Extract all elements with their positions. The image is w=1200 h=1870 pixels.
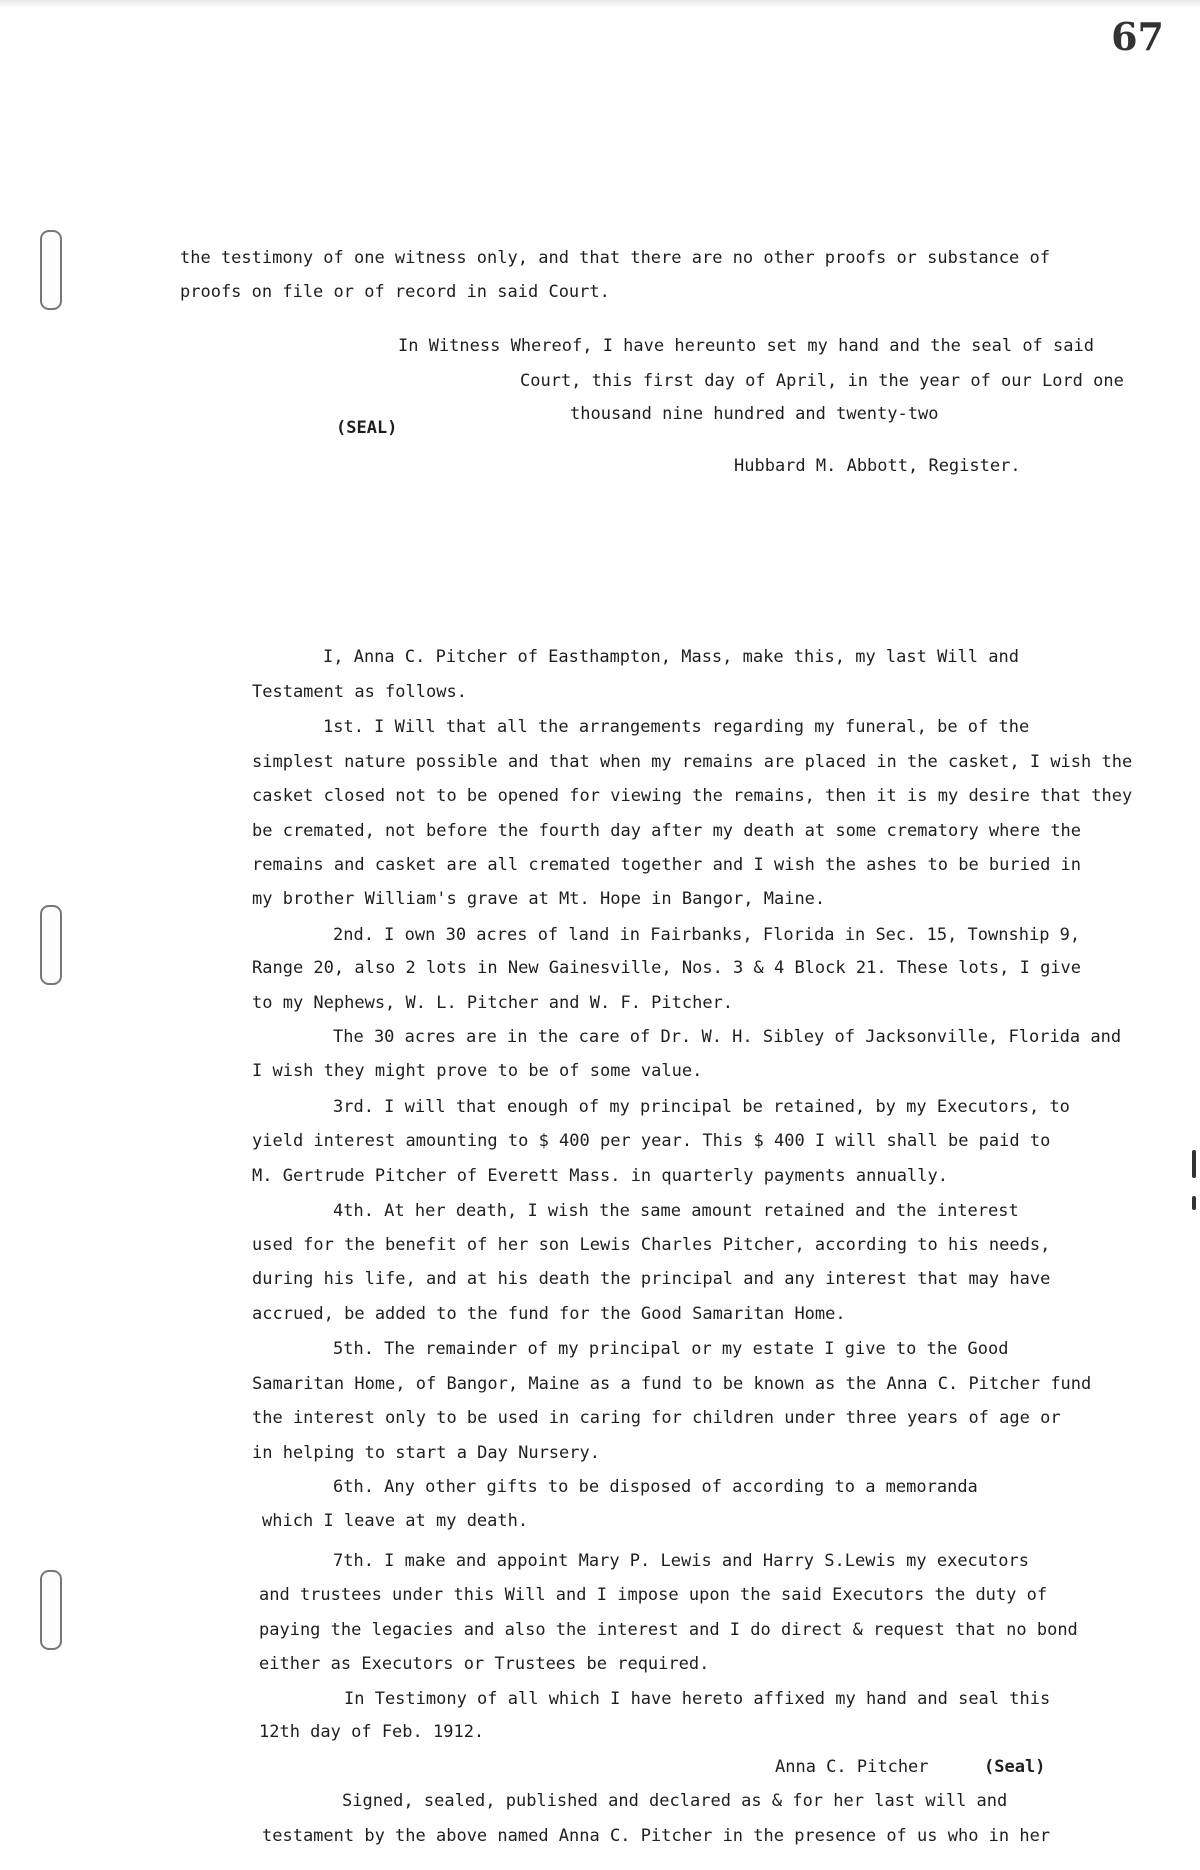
will-line: remains and casket are all cremated together and I wish the ashes to be buried in (252, 855, 1082, 875)
will-line: 6th. Any other gifts to be disposed of according to a memoranda (333, 1477, 978, 1497)
will-line: used for the benefit of her son Lewis Charles Pitcher, according to his needs, (252, 1235, 1051, 1255)
margin-mark (1192, 1196, 1196, 1210)
will-line: 1st. I Will that all the arrangements regarding my funeral, be of the (323, 717, 1030, 737)
will-line: Testament as follows. (252, 682, 467, 702)
certificate-line: the testimony of one witness only, and that there are no other proofs or substance of (180, 248, 1050, 268)
will-line: 7th. I make and appoint Mary P. Lewis and Harry S.Lewis my executors (333, 1551, 1029, 1571)
certificate-line: In Witness Whereof, I have hereunto set my hand and the seal of said (398, 336, 1094, 356)
will-line: either as Executors or Trustees be required. (259, 1654, 710, 1674)
will-line: 2nd. I own 30 acres of land in Fairbanks, Florida in Sec. 15, Township 9, (333, 925, 1081, 945)
punch-hole (40, 230, 62, 310)
certificate-line: proofs on file or of record in said Court. (180, 282, 610, 302)
attestation-line: Signed, sealed, published and declared as & for her last will and (342, 1791, 1008, 1811)
will-line: Samaritan Home, of Bangor, Maine as a fund to be known as the Anna C. Pitcher fund (252, 1374, 1092, 1394)
will-line: in helping to start a Day Nursery. (252, 1443, 600, 1463)
margin-mark (1192, 1150, 1196, 1178)
will-line: accrued, be added to the fund for the Good Samaritan Home. (252, 1304, 846, 1324)
will-line: my brother William's grave at Mt. Hope in Bangor, Maine. (252, 889, 826, 909)
page-number: 67 (1111, 14, 1164, 59)
will-line: to my Nephews, W. L. Pitcher and W. F. Pitcher. (252, 993, 734, 1013)
page-top-edge (0, 0, 1200, 8)
will-line: I wish they might prove to be of some value. (252, 1061, 703, 1081)
seal-label: (SEAL) (336, 418, 398, 438)
will-line: and trustees under this Will and I impose upon the said Executors the duty of (259, 1585, 1048, 1605)
will-line: M. Gertrude Pitcher of Everett Mass. in quarterly payments annually. (252, 1166, 948, 1186)
will-line: which I leave at my death. (262, 1511, 529, 1531)
will-line: paying the legacies and also the interest and I do direct & request that no bond (259, 1620, 1078, 1640)
will-line: 4th. At her death, I wish the same amount retained and the interest (333, 1201, 1019, 1221)
will-line: during his life, and at his death the principal and any interest that may have (252, 1269, 1051, 1289)
register-signature: Hubbard M. Abbott, Register. (734, 456, 1021, 476)
will-line: the interest only to be used in caring for children under three years of age or (252, 1408, 1061, 1428)
will-line: In Testimony of all which I have hereto affixed my hand and seal this (344, 1689, 1051, 1709)
will-line: yield interest amounting to $ 400 per year. This $ 400 I will shall be paid to (252, 1131, 1051, 1151)
seal-label: (Seal) (984, 1757, 1046, 1777)
will-line: The 30 acres are in the care of Dr. W. H. Sibley of Jacksonville, Florida and (333, 1027, 1122, 1047)
attestation-line: testament by the above named Anna C. Pitcher in the presence of us who in her (262, 1826, 1051, 1846)
will-line: 3rd. I will that enough of my principal be retained, by my Executors, to (333, 1097, 1070, 1117)
certificate-line: thousand nine hundred and twenty-two (570, 404, 939, 424)
will-line: I, Anna C. Pitcher of Easthampton, Mass, make this, my last Will and (323, 647, 1019, 667)
will-line: simplest nature possible and that when my remains are placed in the casket, I wish the (252, 752, 1133, 772)
will-line: be cremated, not before the fourth day after my death at some crematory where the (252, 821, 1082, 841)
testator-signature: Anna C. Pitcher (775, 1757, 929, 1777)
punch-hole (40, 905, 62, 985)
certificate-line: Court, this first day of April, in the year of our Lord one (520, 371, 1124, 391)
will-line: casket closed not to be opened for viewing the remains, then it is my desire that they (252, 786, 1133, 806)
will-line: 5th. The remainder of my principal or my estate I give to the Good (333, 1339, 1009, 1359)
will-line: 12th day of Feb. 1912. (259, 1722, 485, 1742)
will-line: Range 20, also 2 lots in New Gainesville, Nos. 3 & 4 Block 21. These lots, I give (252, 958, 1082, 978)
punch-hole (40, 1570, 62, 1650)
